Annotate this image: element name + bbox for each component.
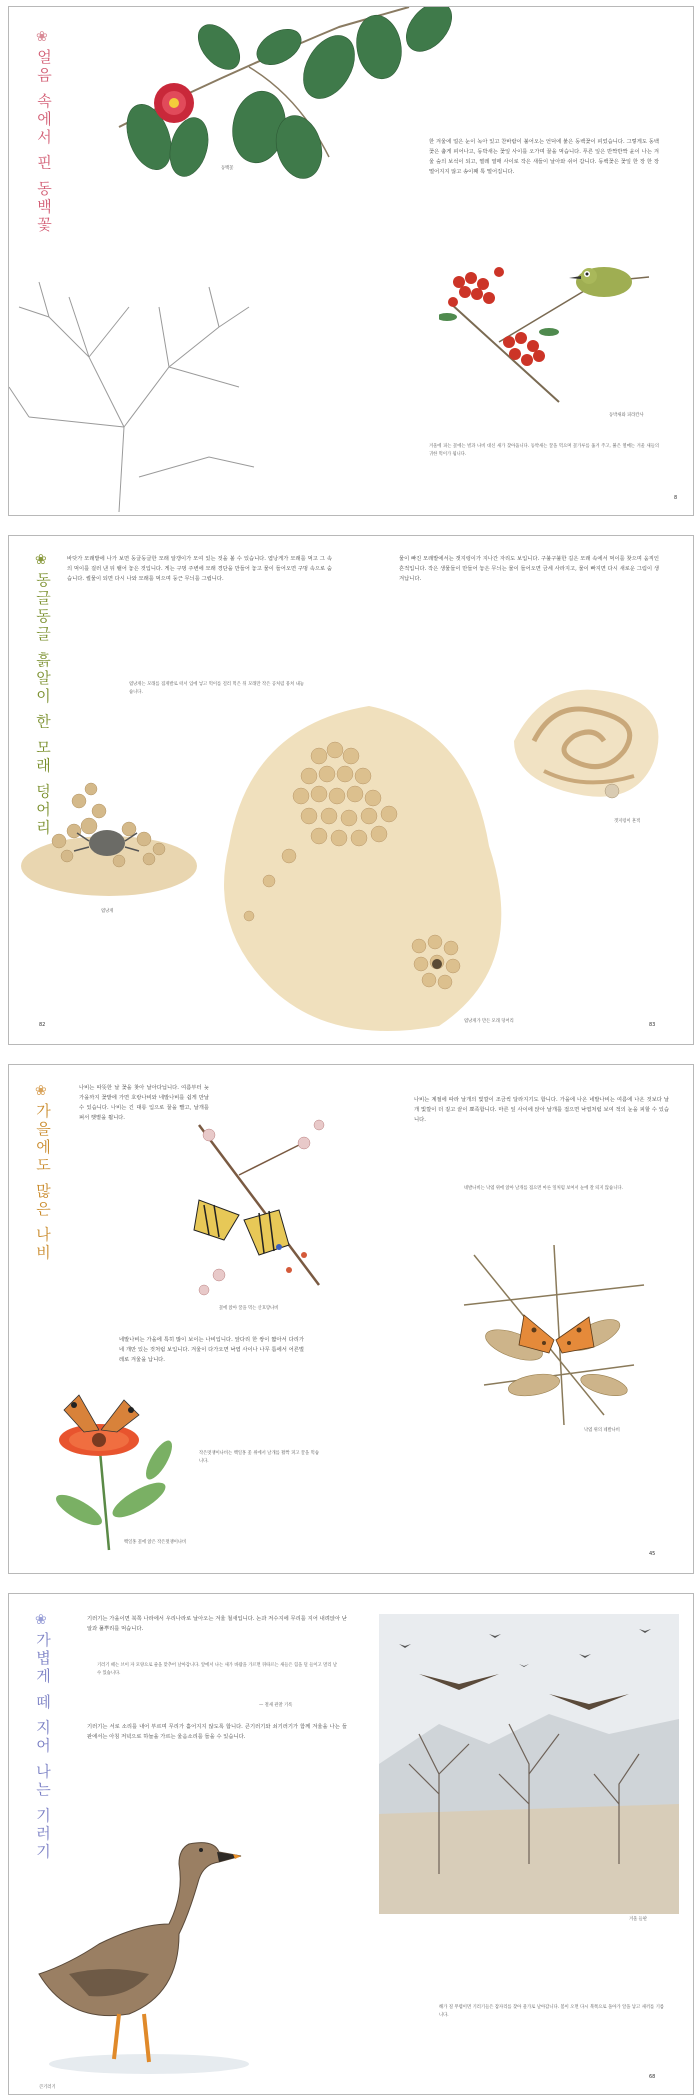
page-number: 45 bbox=[649, 1551, 656, 1557]
sand-balls-illustration bbox=[209, 666, 539, 1041]
flower-icon: ❀ bbox=[36, 29, 48, 45]
spread-butterfly bbox=[8, 1064, 694, 1574]
page-title: 얼음 속에서 핀 동백꽃 bbox=[35, 49, 53, 235]
caption-crab: 엽낭게 bbox=[101, 909, 114, 914]
camellia-branch-illustration bbox=[79, 7, 479, 237]
flower-icon: ❀ bbox=[35, 1612, 47, 1628]
small-text: 겨울에 피는 꽃에는 벌과 나비 대신 새가 찾아옵니다. 동박새는 꿀을 먹으며 꽃가루를 옮겨 주고, 붉은 열매는 겨울 새들의 귀한 먹이가 됩니다. bbox=[429, 444, 659, 457]
caption-center: 엽낭게가 만든 모래 덩어리 bbox=[464, 1019, 514, 1024]
bird-berries-illustration bbox=[439, 262, 659, 412]
caption-leaves: 낙엽 위의 네발나비 bbox=[584, 1428, 620, 1433]
caption-landscape: 겨울 들판 bbox=[629, 1917, 647, 1922]
flower-icon: ❀ bbox=[35, 1083, 47, 1099]
zinnia-butterfly-illustration bbox=[39, 1350, 219, 1560]
body-mid: 기러기는 서로 소리를 내어 부르며 무리가 흩어지지 않도록 합니다. 큰기러기와 쇠기러기가 함께 겨울을 나는 들판에서는 아침 저녁으로 하늘을 가르는 울음소리를 들을 수 있습니다. bbox=[87, 1724, 347, 1740]
spread-camellia bbox=[8, 6, 694, 516]
page-title: 가을에도 많은 나비 bbox=[34, 1103, 52, 1263]
page-number-left: 82 bbox=[39, 1022, 46, 1028]
leaves-butterfly-illustration bbox=[454, 1245, 654, 1425]
quote-source: — 철새 관찰 기록 bbox=[259, 1703, 293, 1708]
caption-bird: 동박새와 피라칸사 bbox=[609, 413, 644, 418]
winter-landscape-illustration bbox=[379, 1614, 679, 1914]
small-left: 엽낭게는 모래를 집게발로 떠서 입에 넣고 먹이를 걸러 먹은 뒤 모래만 작은 공처럼 뭉쳐 내놓습니다. bbox=[129, 682, 304, 695]
body-right: 나비는 계절에 따라 날개의 빛깔이 조금씩 달라지기도 합니다. 가을에 나온 네발나비는 여름에 나온 것보다 날개 빛깔이 더 짙고 끝이 뾰족합니다. 마른 잎 사이에 앉아 날개를 접으면 낙엽처럼 보여 적의 눈을 피할 수 있습니다. bbox=[414, 1097, 669, 1123]
page-number: 68 bbox=[649, 2074, 656, 2080]
page-title: 가볍게 떼 지어 나는 기러기 bbox=[34, 1632, 52, 1862]
page-title: 동글동글 흙알이 한 모래 덩어리 bbox=[34, 572, 52, 838]
small-bottom: 작은멋쟁이나비는 백일홍 꽃 위에서 날개를 활짝 펴고 꿀을 먹습니다. bbox=[199, 1451, 319, 1464]
caption-camellia: 동백꽃 bbox=[221, 166, 234, 171]
page-number: 8 bbox=[674, 495, 678, 501]
crab-mound-illustration bbox=[19, 771, 199, 901]
quote-text: 기러기 떼는 브이 자 모양으로 줄을 맞추어 날아갑니다. 앞에서 나는 새가 바람을 가르면 뒤따르는 새들은 힘을 덜 들이고 멀리 날 수 있습니다. bbox=[97, 1663, 337, 1676]
body-right: 해가 질 무렵이면 기러기들은 잠자리를 찾아 물가로 날아갑니다. 봄이 오면 다시 북쪽으로 돌아가 알을 낳고 새끼를 기릅니다. bbox=[439, 2005, 664, 2018]
caption-trail: 갯지렁이 흔적 bbox=[614, 819, 641, 824]
goose-illustration bbox=[29, 1824, 259, 2084]
caption-zinnia: 백일홍 꽃에 앉은 작은멋쟁이나비 bbox=[124, 1540, 187, 1545]
flower-icon: ❀ bbox=[35, 552, 47, 568]
body-top: 기러기는 가을이면 북쪽 나라에서 우리나라로 날아오는 겨울 철새입니다. 논과 저수지에 무리를 지어 내려앉아 낟알과 풀뿌리를 먹습니다. bbox=[87, 1616, 347, 1632]
spread-geese bbox=[8, 1593, 694, 2095]
worm-trail-illustration bbox=[504, 681, 679, 811]
body-top: 나비는 따뜻한 날 꽃을 찾아 날아다닙니다. 여름부터 늦가을까지 꽃밭에 가면 호랑나비와 네발나비를 쉽게 만날 수 있습니다. 나비는 긴 대롱 입으로 꿀을 빨고, 날개를 펴서 햇볕을 쬡니다. bbox=[79, 1085, 209, 1121]
body-bottom: 네발나비는 가을에 특히 많이 보이는 나비입니다. 앞다리 한 쌍이 짧아서 다리가 네 개만 있는 것처럼 보입니다. 겨울이 다가오면 낙엽 사이나 나무 틈에서 어른벌레로 겨울을 납니다. bbox=[119, 1337, 304, 1363]
bare-tree-illustration bbox=[9, 277, 259, 512]
body-right: 물이 빠진 모래밭에서는 갯지렁이가 지나간 자리도 보입니다. 구불구불한 길은 모래 속에서 먹이를 찾으며 움직인 흔적입니다. 작은 생물들이 만들어 놓은 무늬는 물이 들어오면 금세 사라지고, 물이 빠지면 다시 새로운 그림이 생겨납니다. bbox=[399, 556, 659, 582]
caption-swallowtail: 꽃에 앉아 꿀을 먹는 산호랑나비 bbox=[219, 1306, 279, 1311]
swallowtail-branch-illustration bbox=[179, 1105, 339, 1305]
page-number-right: 83 bbox=[649, 1022, 656, 1028]
spread-sand bbox=[8, 535, 694, 1045]
body-text: 한 겨울에 얼은 눈이 녹아 있고 찬바람이 불어오는 언덕에 붉은 동백꽃이 피었습니다. 그렇게도 동백꽃은 춥게 피어나고, 동박새는 꽃잎 사이를 오가며 꿀을 먹습니다. 푸른 잎은 반짝반짝 윤이 나는 겨울 숲의 보석이 되고, 찔레 열매 사이로 작은 새들이 날아와 쉬어 갑니다. 동백꽃은 꽃잎 한 장 한 장 떨어지지 않고 송이째 톡 떨어집니다. bbox=[429, 139, 659, 175]
caption-goose: 큰기러기 bbox=[39, 2085, 56, 2090]
body-left: 바닷가 모래밭에 나가 보면 동글동글한 모래 알갱이가 모여 있는 것을 볼 수 있습니다. 엽낭게가 모래를 먹고 그 속의 먹이를 걸러 낸 뒤 뱉어 놓은 것입니다. 게는 구멍 주변에 모래 경단을 만들어 놓고 물이 들어오면 구멍 속으로 숨습니다. 썰물이 되면 다시 나와 모래를 먹으며 둥근 무늬를 그립니다. bbox=[67, 556, 332, 582]
small-right: 네발나비는 낙엽 위에 앉아 날개를 접으면 마른 잎처럼 보여서 눈에 잘 띄지 않습니다. bbox=[464, 1186, 623, 1191]
